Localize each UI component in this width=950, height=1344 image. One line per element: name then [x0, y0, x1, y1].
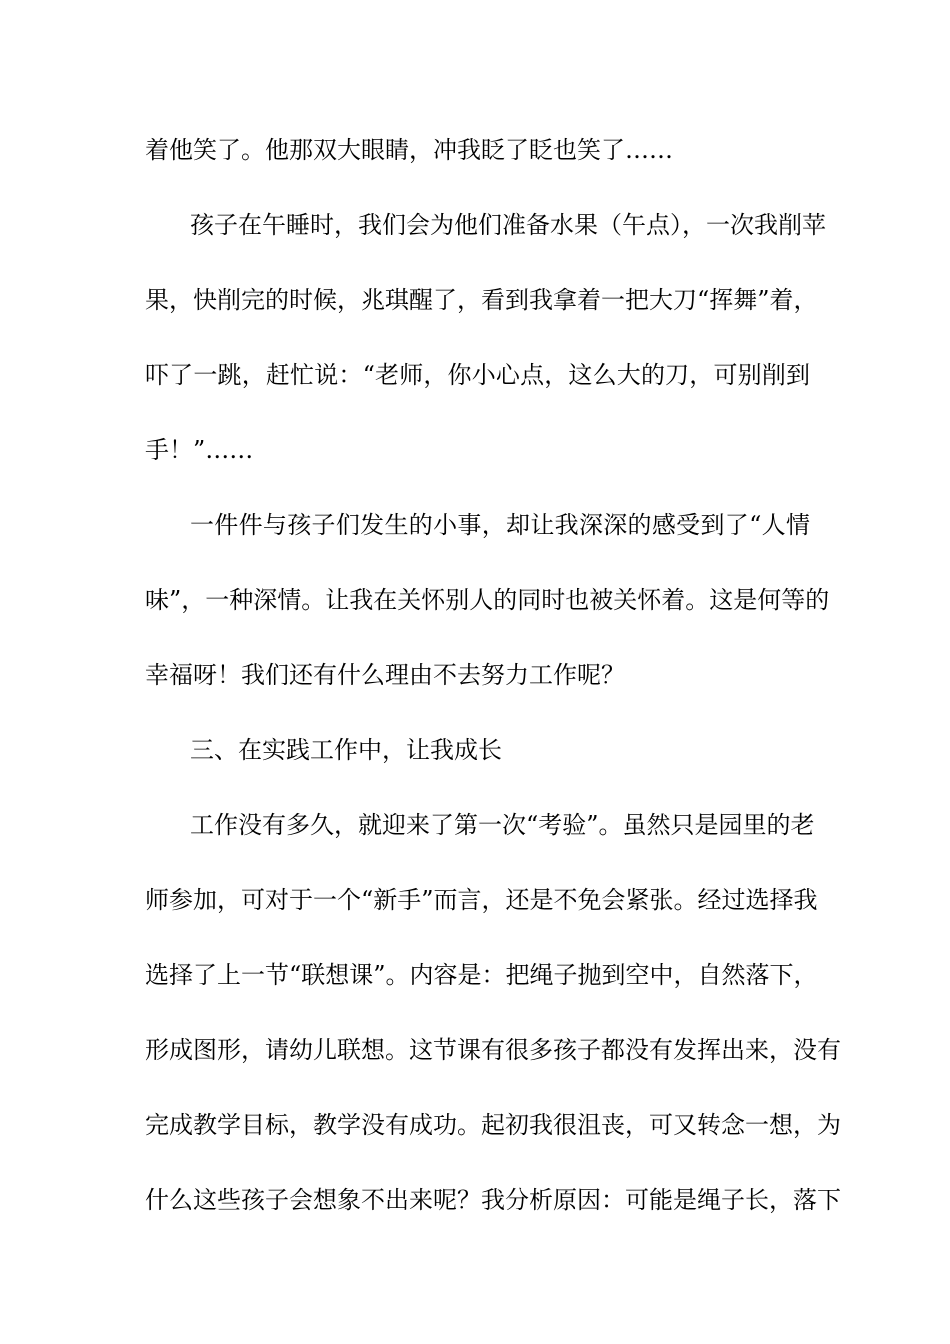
text-line: 工作没有多久，就迎来了第一次“考验”。虽然只是园里的老: [190, 811, 815, 839]
text-line: 什么这些孩子会想象不出来呢？我分析原因：可能是绳子长，落下: [145, 1186, 841, 1214]
text-line: 一件件与孩子们发生的小事，却让我深深的感受到了“人情: [190, 511, 810, 539]
text-line: 着他笑了。他那双大眼睛，冲我眨了眨也笑了……: [145, 136, 673, 164]
text-line: 形成图形，请幼儿联想。这节课有很多孩子都没有发挥出来，没有: [145, 1036, 841, 1064]
text-line: 师参加，可对于一个“新手”而言，还是不免会紧张。经过选择我: [145, 886, 818, 914]
text-line: 味”，一种深情。让我在关怀别人的同时也被关怀着。这是何等的: [145, 586, 830, 614]
text-line: 吓了一跳，赶忙说：“老师，你小心点，这么大的刀，可别削到: [145, 361, 810, 389]
text-line: 手！”……: [145, 436, 254, 464]
text-line: 选择了上一节“联想课”。内容是：把绳子抛到空中，自然落下，: [145, 961, 818, 989]
text-line: 完成教学目标，教学没有成功。起初我很沮丧，可又转念一想，为: [145, 1111, 841, 1139]
text-line: 孩子在午睡时，我们会为他们准备水果（午点），一次我削苹: [190, 211, 826, 239]
section-heading: 三、在实践工作中，让我成长: [190, 736, 502, 764]
text-line: 果，快削完的时候，兆琪醒了，看到我拿着一把大刀“挥舞”着，: [145, 286, 818, 314]
text-line: 幸福呀！我们还有什么理由不去努力工作呢？: [145, 661, 625, 689]
